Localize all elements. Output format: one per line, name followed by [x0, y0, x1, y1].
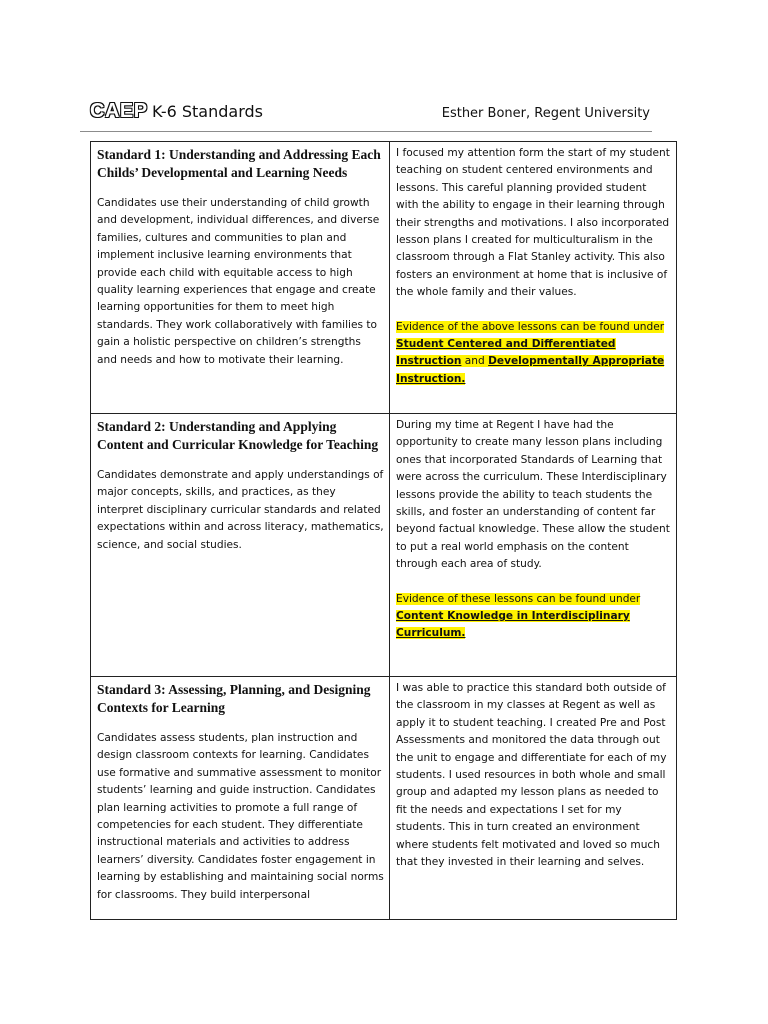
page-header	[90, 100, 650, 130]
table-row	[91, 414, 677, 677]
reflection-cell	[390, 414, 677, 677]
standard-cell	[91, 414, 390, 677]
document-title: K-6 Standards	[152, 102, 263, 121]
reflection-text: I was able to practice this standard both outside of the classroom in my classes at Regent as well as apply it to student teaching. I created Pre and Post Assessments and monitored the data through out the unit to engage and differentiate for each of my students. I used resources in both whole and small group and adapted my lesson plans as needed to fit the needs and expectations I set for my students. This in turn created an environment where students felt motivated and loved so much that they invested in their learning and selves.	[396, 682, 667, 869]
caep-logo: CAEP	[90, 100, 148, 122]
evidence-link[interactable]: Developmentally Appropriate Instruction.	[396, 355, 665, 385]
evidence-highlight	[396, 593, 640, 640]
evidence-text: Evidence of these lessons can be found under	[396, 592, 641, 605]
reflection-text: I focused my attention form the start of my student teaching on student centered environments and lessons. This careful planning provided student with the ability to engage in their learning through their strengths and motivations. I also incorporated lesson plans I created for multiculturalism in the classroom through a Flat Stanley activity. This also fosters an environment at home that is inclusive of the whole family and their values.	[396, 147, 670, 299]
standard-cell	[91, 142, 390, 414]
author-line: Esther Boner, Regent University	[441, 106, 650, 121]
standard-title: Standard 3: Assessing, Planning, and Designing Contexts for Learning	[97, 682, 371, 715]
header-divider	[80, 131, 652, 132]
evidence-highlight	[396, 321, 664, 385]
reflection-cell	[390, 677, 677, 920]
standard-cell	[91, 677, 390, 920]
standard-description: Candidates assess students, plan instruction and design classroom contexts for learning. Candidates use formative and summative assessment to monitor students’ learning and guide instruction. Candidates plan learning activities to promote a full range of competencies for each student. They differentiate instructional materials and activities to address learners’ diversity. Candidates foster engagement in learning by establishing and maintaining social norms for classrooms. They build interpersonal	[97, 732, 384, 901]
standard-title: Standard 1: Understanding and Addressing Each Childs’ Developmental and Learning Needs	[97, 147, 381, 180]
reflection-text: During my time at Regent I have had the opportunity to create many lesson plans including ones that incorporated Standards of Learning that were across the curriculum. These Interdisciplinary lessons provide the ability to teach students the skills, and foster an understanding of content far beyond factual knowledge. These allow the student to put a real world emphasis on the content through each area of study.	[396, 419, 670, 571]
evidence-text: Evidence of the above lessons can be found under	[396, 320, 665, 333]
standard-description: Candidates demonstrate and apply understandings of major concepts, skills, and practices, as they interpret disciplinary curricular standards and related expectations within and across literacy, mathematics, science, and social studies.	[97, 469, 384, 551]
evidence-text: and	[461, 355, 489, 368]
reflection-cell	[390, 142, 677, 414]
standard-title: Standard 2: Understanding and Applying Content and Curricular Knowledge for Teaching	[97, 419, 379, 452]
evidence-link[interactable]: Content Knowledge in Interdisciplinary Curriculum.	[396, 610, 630, 640]
evidence-link[interactable]: Student Centered and Differentiated Instruction	[396, 338, 616, 368]
standards-table	[90, 141, 677, 920]
table-row	[91, 677, 677, 920]
table-row	[91, 142, 677, 414]
standard-description: Candidates use their understanding of child growth and development, individual differences, and diverse families, cultures and communities to plan and implement inclusive learning environments that provide each child with equitable access to high quality learning experiences that engage and create learning opportunities for them to meet high standards. They work collaboratively with families to gain a holistic perspective on children’s strengths and needs and how to motivate their learning.	[97, 197, 380, 366]
